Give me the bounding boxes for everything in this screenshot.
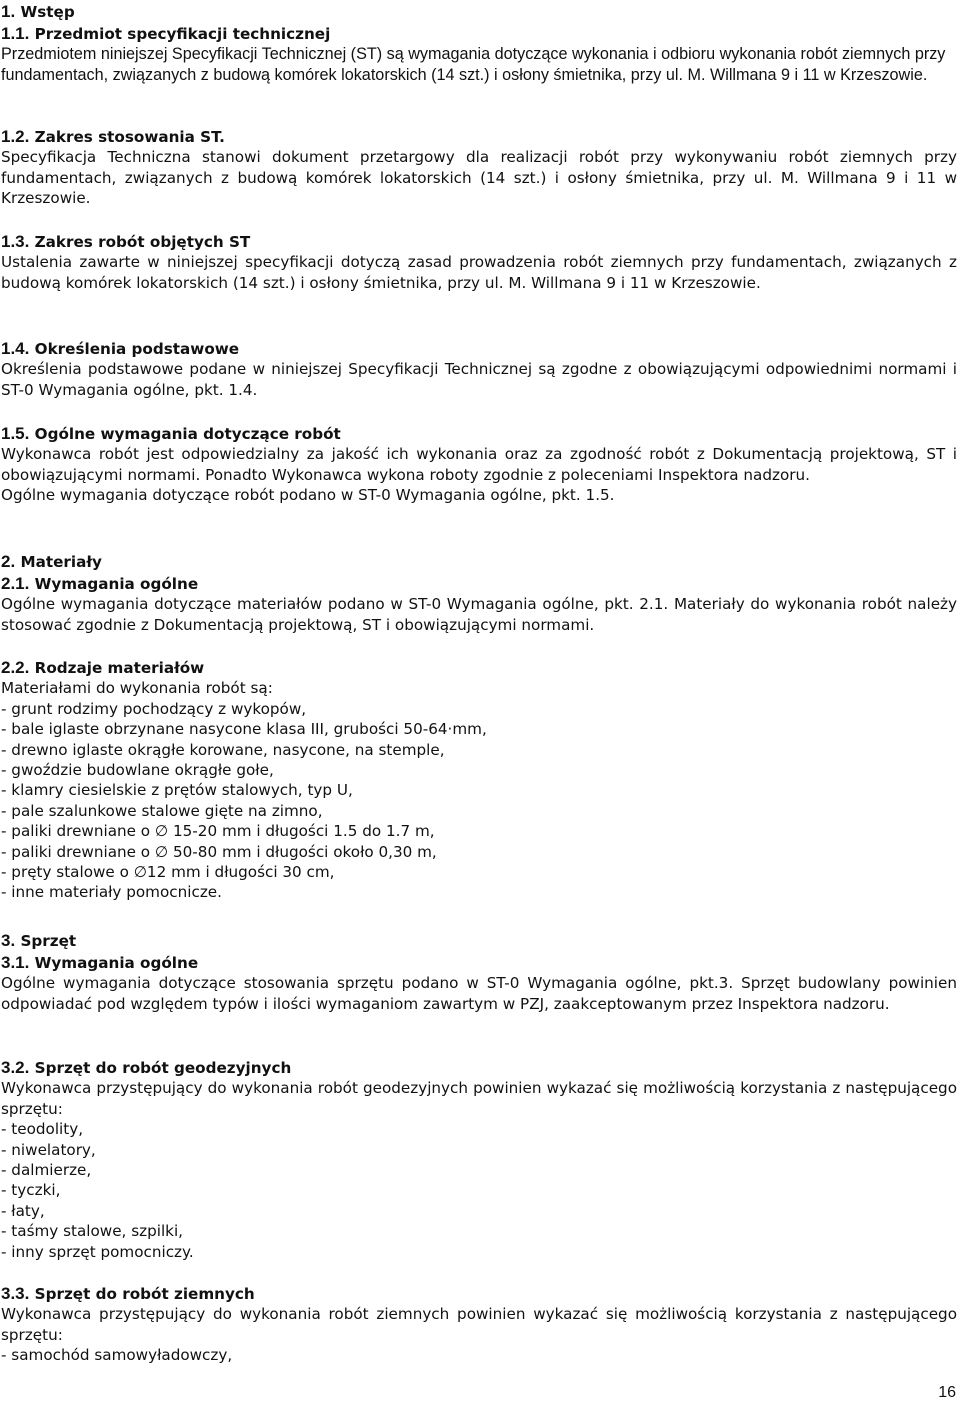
heading-2-1 — [1, 574, 957, 594]
section-1 — [1, 2, 957, 22]
section-2-1 — [1, 574, 957, 635]
section-2-2 — [1, 658, 957, 903]
list-item: - paliki drewniane o ∅ 15-20 mm i długości 1.5 do 1.7 m, — [1, 822, 435, 841]
list-item: - niwelatory, — [1, 1140, 96, 1159]
heading-number: 1.1. — [1, 24, 30, 43]
heading-title: Wstęp — [20, 3, 75, 21]
section-3 — [1, 931, 957, 951]
section-3-3 — [1, 1284, 957, 1366]
heading-1-5 — [1, 424, 957, 444]
section-1-3 — [1, 232, 957, 293]
section-1-5 — [1, 424, 957, 506]
paragraph: Przedmiotem niniejszej Specyfikacji Technicznej (ST) są wymagania dotyczące wykonania i odbioru wykonania robót ziemnych przy fundamentach, związanych z budową komórek lokatorskich (14 szt.) i osłony śmietnika, przy ul. M. Willmana 9 i 11 w Krzeszowie. — [1, 45, 946, 84]
heading-2 — [1, 552, 957, 572]
heading-title: Sprzęt do robót geodezyjnych — [34, 1059, 292, 1077]
heading-title: Wymagania ogólne — [34, 575, 199, 593]
materials-list — [1, 699, 957, 903]
heading-title: Sprzęt do robót ziemnych — [34, 1285, 255, 1303]
paragraph: Określenia podstawowe podane w niniejszej Specyfikacji Technicznej są zgodne z obowiązującymi odpowiednimi normami i ST-0 Wymagania ogólne, pkt. 1.4. — [1, 360, 957, 399]
list-item: - gwoździe budowlane okrągłe gołe, — [1, 761, 274, 780]
heading-3 — [1, 931, 957, 951]
heading-title: Ogólne wymagania dotyczące robót — [34, 425, 341, 443]
list-item: - inne materiały pomocnicze. — [1, 883, 222, 902]
heading-number: 1.5. — [1, 424, 30, 443]
heading-title: Materiały — [20, 553, 102, 571]
list-item: - pale szalunkowe stalowe gięte na zimno, — [1, 801, 323, 820]
heading-title: Sprzęt — [20, 932, 77, 950]
heading-1-4 — [1, 339, 957, 359]
page-number: 16 — [938, 1384, 956, 1401]
paragraph: Materiałami do wykonania robót są: — [1, 679, 273, 698]
heading-1 — [1, 2, 957, 22]
heading-number: 2.2. — [1, 658, 30, 677]
heading-3-3 — [1, 1284, 957, 1304]
list-item: - dalmierze, — [1, 1161, 92, 1180]
heading-1-2 — [1, 127, 957, 147]
paragraph: Wykonawca przystępujący do wykonania robót ziemnych powinien wykazać się możliwością korzystania z następującego sprzętu: — [1, 1305, 957, 1344]
survey-equipment-list — [1, 1119, 957, 1262]
heading-number: 2.1. — [1, 574, 30, 593]
heading-number: 2. — [1, 552, 16, 571]
paragraph: Ustalenia zawarte w niniejszej specyfikacji dotyczą zasad prowadzenia robót ziemnych przy fundamentach, związanych z budową komórek lokatorskich (14 szt.) i osłony śmietnika, przy ul. M. Willmana 9 i 11 w Krzeszowie. — [1, 253, 957, 292]
heading-number: 1.2. — [1, 127, 30, 146]
list-item: - inny sprzęt pomocniczy. — [1, 1242, 194, 1261]
list-item: - klamry ciesielskie z prętów stalowych, typ U, — [1, 781, 353, 800]
section-1-2 — [1, 127, 957, 209]
heading-1-3 — [1, 232, 957, 252]
paragraph: Ogólne wymagania dotyczące stosowania sprzętu podano w ST-0 Wymagania ogólne, pkt.3. Sprzęt budowlany powinien odpowiadać pod względem typów i ilości wymaganiom zawartym w PZJ, zaakceptowanym przez Inspektora nadzoru. — [1, 974, 957, 1013]
paragraph: Specyfikacja Techniczna stanowi dokument przetargowy dla realizacji robót przy wykonywaniu robót ziemnych przy fundamentach, związanych z budową komórek lokatorskich (14 szt.) i osłony śmietnika, przy ul. M. Willmana 9 i 11 w Krzeszowie. — [1, 148, 957, 208]
heading-title: Wymagania ogólne — [34, 954, 199, 972]
heading-number: 3.2. — [1, 1058, 30, 1077]
heading-3-1 — [1, 953, 957, 973]
section-3-1 — [1, 953, 957, 1014]
heading-number: 1.3. — [1, 232, 30, 251]
list-item: - grunt rodzimy pochodzący z wykopów, — [1, 699, 307, 718]
heading-number: 3.1. — [1, 953, 30, 972]
section-3-2 — [1, 1058, 957, 1262]
list-item: - tyczki, — [1, 1181, 61, 1200]
heading-title: Określenia podstawowe — [34, 340, 240, 358]
list-item: - bale iglaste obrzynane nasycone klasa III, grubości 50-64·mm, — [1, 720, 487, 739]
heading-number: 1.4. — [1, 339, 30, 358]
heading-title: Zakres stosowania ST. — [34, 128, 225, 146]
paragraph: Ogólne wymagania dotyczące materiałów podano w ST-0 Wymagania ogólne, pkt. 2.1. Materiały do wykonania robót należy stosować zgodnie z Dokumentacją projektową, ST i obowiązującymi normami. — [1, 595, 957, 634]
heading-number: 1. — [1, 2, 16, 21]
list-item: - pręty stalowe o ∅12 mm i długości 30 cm, — [1, 863, 335, 882]
section-2 — [1, 552, 957, 572]
heading-number: 3.3. — [1, 1284, 30, 1303]
heading-title: Zakres robót objętych ST — [34, 233, 251, 251]
section-1-1 — [1, 24, 957, 85]
list-item: - drewno iglaste okrągłe korowane, nasycone, na stemple, — [1, 740, 445, 759]
heading-title: Rodzaje materiałów — [34, 659, 205, 677]
list-item: - samochód samowyładowczy, — [1, 1346, 233, 1365]
heading-title: Przedmiot specyfikacji technicznej — [34, 25, 331, 43]
heading-2-2 — [1, 658, 957, 678]
list-item: - taśmy stalowe, szpilki, — [1, 1222, 184, 1241]
list-item: - łaty, — [1, 1201, 45, 1220]
heading-1-1 — [1, 24, 957, 44]
earthwork-equipment-list — [1, 1345, 957, 1365]
list-item: - teodolity, — [1, 1120, 84, 1139]
paragraph: Ogólne wymagania dotyczące robót podano w ST-0 Wymagania ogólne, pkt. 1.5. — [1, 486, 615, 505]
heading-number: 3. — [1, 931, 16, 950]
list-item: - paliki drewniane o ∅ 50-80 mm i długości około 0,30 m, — [1, 842, 437, 861]
section-1-4 — [1, 339, 957, 400]
heading-3-2 — [1, 1058, 957, 1078]
paragraph: Wykonawca robót jest odpowiedzialny za jakość ich wykonania oraz za zgodność robót z Dokumentacją projektową, ST i obowiązującymi normami. Ponadto Wykonawca wykona roboty zgodnie z poleceniami Inspektora nadzoru. — [1, 445, 957, 484]
paragraph: Wykonawca przystępujący do wykonania robót geodezyjnych powinien wykazać się możliwością korzystania z następującego sprzętu: — [1, 1079, 957, 1118]
